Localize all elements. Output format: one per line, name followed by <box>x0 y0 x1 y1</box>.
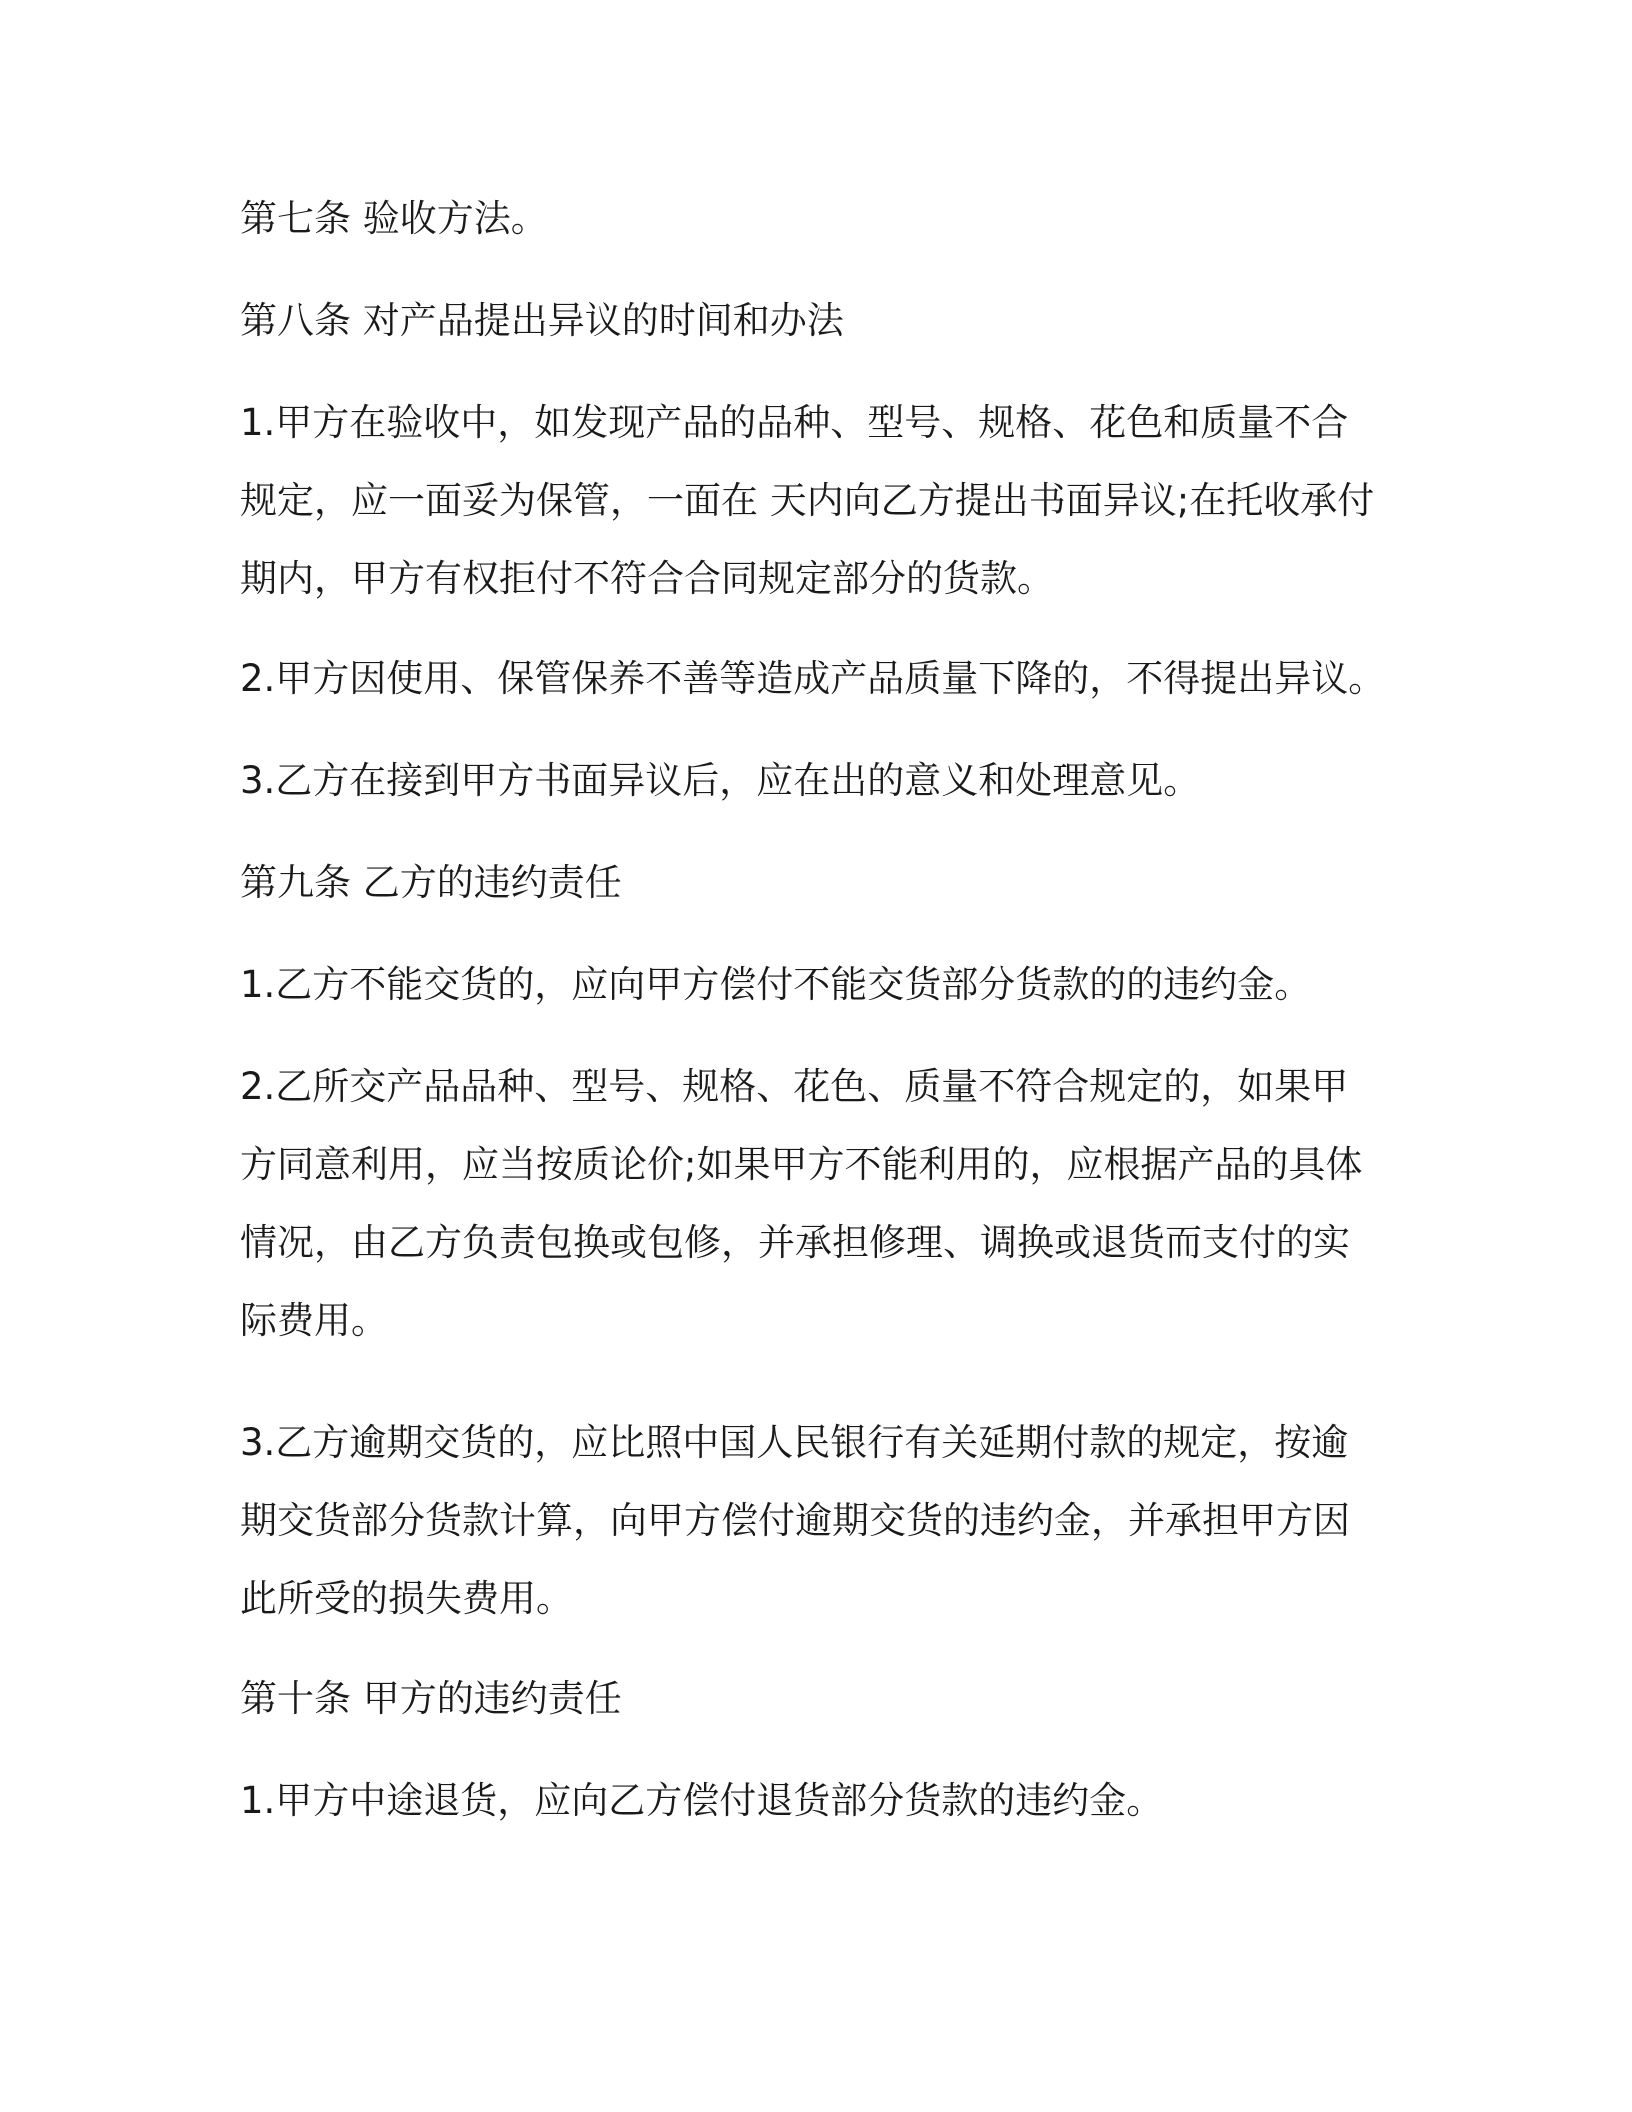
text-line: 此所受的损失费用。 <box>240 1577 573 1620</box>
article-7-heading <box>240 180 1420 258</box>
article-9-clause-3 <box>240 1404 1420 1638</box>
text-line: 第九条 乙方的违约责任 <box>240 861 622 904</box>
text-line: 第七条 验收方法。 <box>240 197 548 240</box>
article-9-clause-2 <box>240 1048 1420 1360</box>
text-line: 2.甲方因使用、保管保养不善等造成产品质量下降的，不得提出异议。 <box>240 657 1386 700</box>
text-line: 情况，由乙方负责包换或包修，并承担修理、调换或退货而支付的实 <box>240 1221 1350 1264</box>
text-line: 3.乙方在接到甲方书面异议后，应在出的意义和处理意见。 <box>240 759 1201 802</box>
article-8-clause-1 <box>240 384 1420 618</box>
article-8-clause-2 <box>240 640 1420 718</box>
text-line: 规定，应一面妥为保管，一面在 天内向乙方提出书面异议;在托收承付 <box>240 479 1375 522</box>
article-10-clause-1 <box>240 1762 1420 1840</box>
article-10-heading <box>240 1660 1420 1738</box>
text-line: 1.乙方不能交货的，应向甲方偿付不能交货部分货款的的违约金。 <box>240 963 1312 1006</box>
text-line: 方同意利用，应当按质论价;如果甲方不能利用的，应根据产品的具体 <box>240 1143 1363 1186</box>
text-line: 2.乙所交产品品种、型号、规格、花色、质量不符合规定的，如果甲 <box>240 1065 1349 1108</box>
text-line: 期内，甲方有权拒付不符合合同规定部分的货款。 <box>240 557 1054 600</box>
article-9-heading <box>240 844 1420 922</box>
text-line: 1.甲方在验收中，如发现产品的品种、型号、规格、花色和质量不合 <box>240 401 1349 444</box>
text-line: 第十条 甲方的违约责任 <box>240 1677 622 1720</box>
text-line: 际费用。 <box>240 1299 388 1342</box>
text-line: 第八条 对产品提出异议的时间和办法 <box>240 299 844 342</box>
article-8-clause-3 <box>240 742 1420 820</box>
text-line: 3.乙方逾期交货的，应比照中国人民银行有关延期付款的规定，按逾 <box>240 1421 1349 1464</box>
article-9-clause-1 <box>240 946 1420 1024</box>
text-line: 1.甲方中途退货，应向乙方偿付退货部分货款的违约金。 <box>240 1779 1164 1822</box>
article-8-heading <box>240 282 1420 360</box>
text-line: 期交货部分货款计算，向甲方偿付逾期交货的违约金，并承担甲方因 <box>240 1499 1350 1542</box>
